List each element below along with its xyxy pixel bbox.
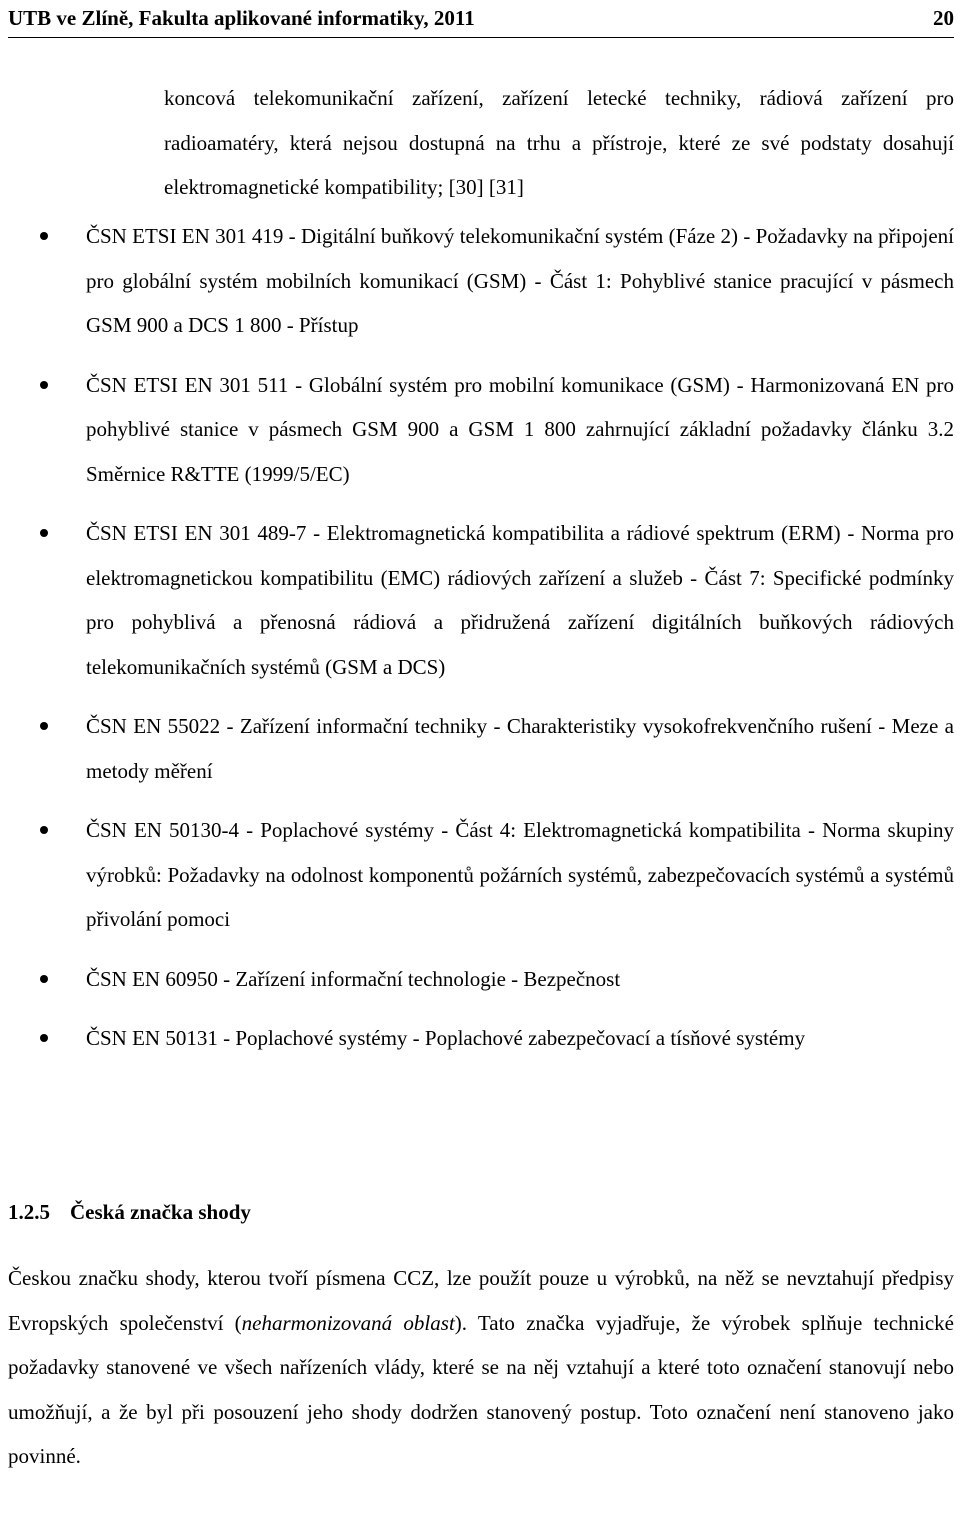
continuation-text: koncová telekomunikační zařízení, zařízení letecké techniky, rádiová zařízení pro radioamatéry, která nejsou dostupná na trhu a přístroje, které ze své podstaty dosahují elektromagnetické kompatibility; [30] [31] [164,86,954,199]
standards-list [0,214,960,1076]
bullet-icon [40,826,48,834]
list-item-text: ČSN ETSI EN 301 489-7 - Elektromagnetická kompatibilita a rádiové spektrum (ERM) - Norma pro elektromagnetickou kompatibilitu (EMC) rádiových zařízení a služeb - Část 7: Specifické podmínky pro pohyblivá a přenosná rádiová a přidružená zařízení digitálních buňkových rádiových telekomunikačních systémů (GSM a DCS) [86,521,954,679]
list-item-text: ČSN EN 50130-4 - Poplachové systémy - Část 4: Elektromagnetická kompatibilita - Norma skupiny výrobků: Požadavky na odolnost komponentů požárních systémů, zabezpečovacích systémů a systémů přivolání pomoci [86,818,954,931]
section-heading [8,1200,251,1225]
bullet-icon [40,1034,48,1042]
bullet-icon [40,232,48,240]
list-item-text: ČSN EN 55022 - Zařízení informační techniky - Charakteristiky vysokofrekvenčního rušení - Meze a metody měření [86,714,954,783]
list-item [0,808,960,942]
paragraph-part1: Českou značku shody, kterou tvoří písmena CCZ, lze použít pouze u výrobků, na něž se nevztahují předpisy Evropských společenství ( [8,1266,954,1335]
bullet-icon [40,722,48,730]
page-number: 20 [933,6,954,30]
list-item [0,363,960,497]
list-item-text: ČSN EN 60950 - Zařízení informační technologie - Bezpečnost [86,966,621,991]
list-item [0,704,960,793]
list-item [0,511,960,689]
list-item-text: ČSN EN 50131 - Poplachové systémy - Poplachové zabezpečovací a tísňové systémy [86,1026,806,1050]
paragraph-part2: ). Tato značka vyjadřuje, že výrobek splňuje technické požadavky stanovené ve všech nařízeních vlády, které se na něj vztahují a které toto označení stanovují nebo umožňují, a že byl při posouzení jeho shody dodržen stanovený postup. Toto označení není stanoveno jako povinné. [8,1310,954,1468]
list-item-text: ČSN ETSI EN 301 511 - Globální systém pro mobilní komunikace (GSM) - Harmonizovaná EN pro pohyblivé stanice v pásmech GSM 900 a GSM 1 800 zahrnující základní požadavky článku 3.2 Směrnice R&TTE (1999/5/EC) [86,372,954,486]
list-item [0,214,960,348]
list-item [0,957,960,1002]
bullet-icon [40,529,48,537]
body-paragraph [8,1256,954,1479]
bullet-icon [40,381,48,389]
bullet-icon [40,975,48,983]
list-item [0,1016,960,1061]
section-number: 1.2.5 [8,1200,50,1224]
page-header [8,0,954,38]
list-item-text: ČSN ETSI EN 301 419 - Digitální buňkový telekomunikační systém (Fáze 2) - Požadavky na připojení pro globální systém mobilních komunikací (GSM) - Část 1: Pohyblivé stanice pracující v pásmech GSM 900 a DCS 1 800 - Přístup [86,224,954,337]
header-title: UTB ve Zlíně, Fakulta aplikované informatiky, 2011 [8,6,475,30]
paragraph-italic: neharmonizovaná oblast [241,1310,455,1335]
section-title: Česká značka shody [70,1200,251,1224]
